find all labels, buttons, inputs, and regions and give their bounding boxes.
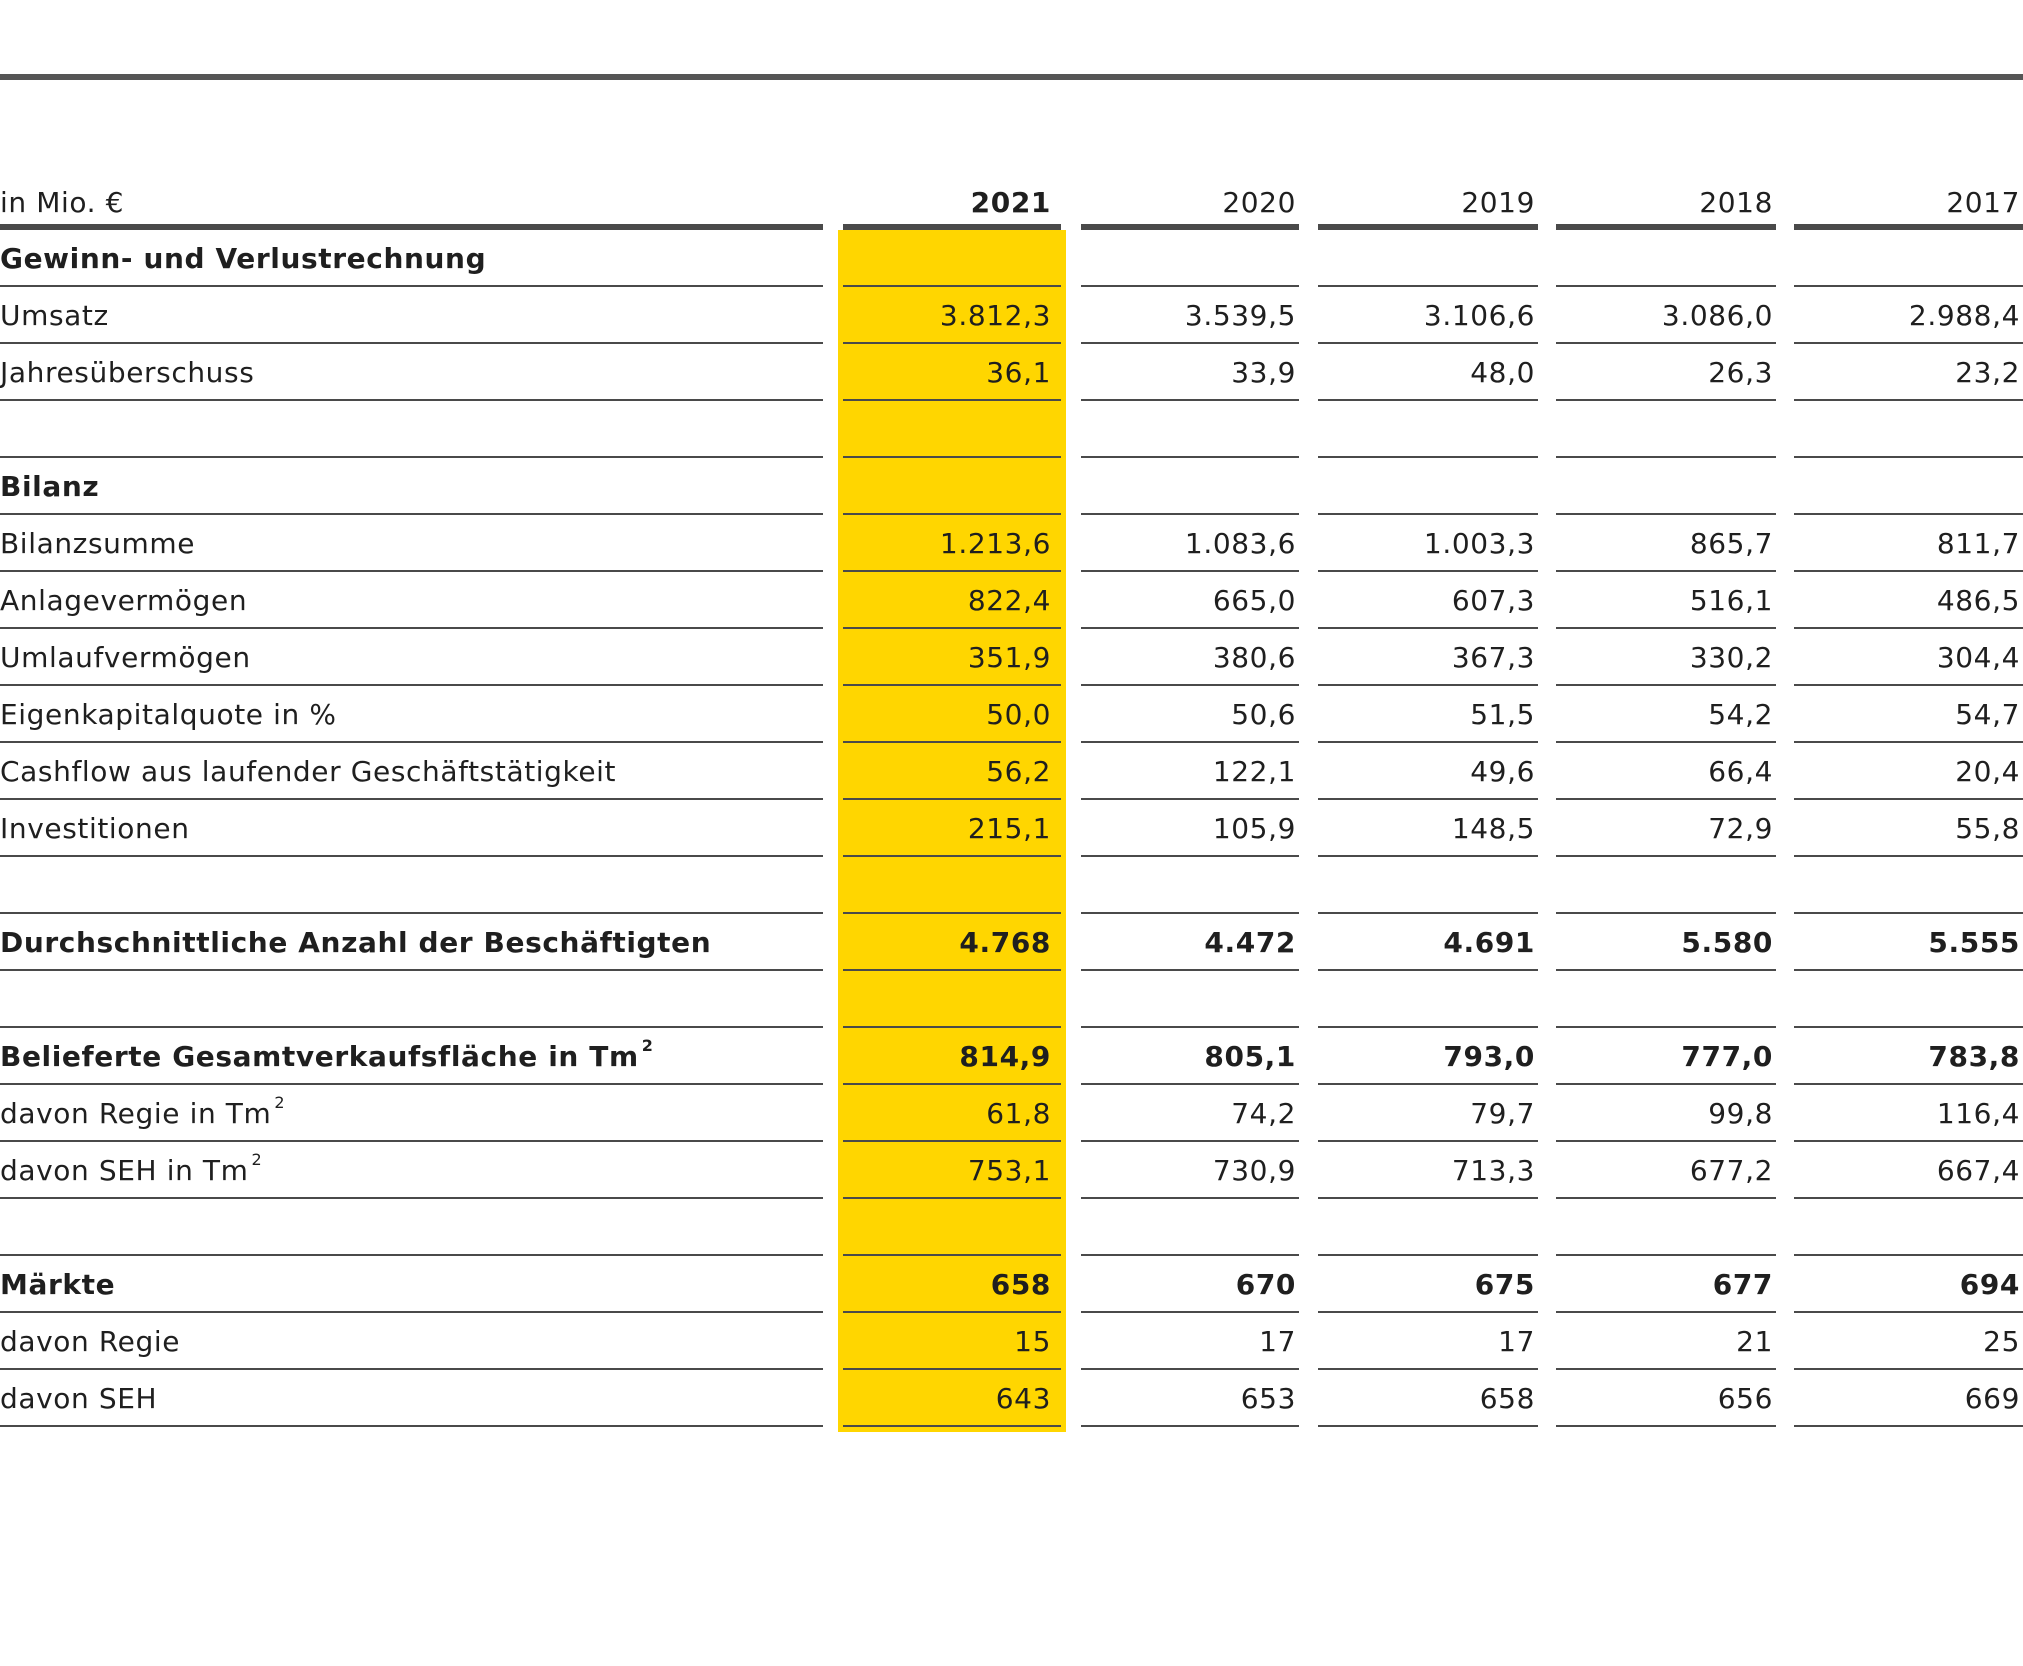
value-cell: 607,3 [1318, 572, 1538, 629]
row-label-text: Märkte [0, 1268, 116, 1301]
row-label-text: Bilanz [0, 470, 100, 503]
superscript: 2 [274, 1093, 286, 1112]
value-cell [843, 971, 1061, 1028]
value-cell: 51,5 [1318, 686, 1538, 743]
table-row [0, 914, 2023, 971]
value-cell: 665,0 [1081, 572, 1299, 629]
row-label-text: Anlagevermögen [0, 584, 248, 617]
value-cell [1556, 857, 1776, 914]
value-cell: 74,2 [1081, 1085, 1299, 1142]
value-cell [1556, 971, 1776, 1028]
row-label-text: Umsatz [0, 299, 109, 332]
row-label-text: Umlaufvermögen [0, 641, 251, 674]
value-cell: 351,9 [843, 629, 1061, 686]
table-row [0, 1313, 2023, 1370]
value-cell: 48,0 [1318, 344, 1538, 401]
row-label [0, 629, 823, 686]
value-cell [1794, 857, 2023, 914]
value-cell [843, 230, 1061, 287]
row-label [0, 401, 823, 458]
key-figures-table [0, 180, 2023, 1427]
value-cell: 56,2 [843, 743, 1061, 800]
value-cell: 72,9 [1556, 800, 1776, 857]
value-cell: 3.106,6 [1318, 287, 1538, 344]
value-cell: 694 [1794, 1256, 2023, 1313]
value-cell: 653 [1081, 1370, 1299, 1427]
value-cell: 4.472 [1081, 914, 1299, 971]
value-cell [1794, 1199, 2023, 1256]
value-cell [1081, 230, 1299, 287]
row-label-text: Eigenkapitalquote in % [0, 698, 337, 731]
row-label [0, 1028, 823, 1085]
value-cell: 1.003,3 [1318, 515, 1538, 572]
value-cell: 99,8 [1556, 1085, 1776, 1142]
year-header: 2021 [843, 180, 1061, 230]
value-cell: 777,0 [1556, 1028, 1776, 1085]
value-cell: 3.539,5 [1081, 287, 1299, 344]
value-cell [1318, 401, 1538, 458]
row-label-text: davon Regie in Tm [0, 1097, 272, 1130]
table-row [0, 1256, 2023, 1313]
row-label-text: Durchschnittliche Anzahl der Beschäftigten [0, 926, 712, 959]
row-label [0, 1256, 823, 1313]
value-cell [1794, 971, 2023, 1028]
value-cell: 3.812,3 [843, 287, 1061, 344]
value-cell: 667,4 [1794, 1142, 2023, 1199]
value-cell: 54,7 [1794, 686, 2023, 743]
value-cell: 5.580 [1556, 914, 1776, 971]
table-row [0, 1370, 2023, 1427]
superscript: 2 [641, 1036, 654, 1055]
value-cell: 783,8 [1794, 1028, 2023, 1085]
top-rule [0, 74, 2023, 80]
row-label [0, 1199, 823, 1256]
value-cell: 122,1 [1081, 743, 1299, 800]
value-cell: 4.768 [843, 914, 1061, 971]
value-cell: 17 [1081, 1313, 1299, 1370]
value-cell [1794, 458, 2023, 515]
value-cell: 23,2 [1794, 344, 2023, 401]
year-header: 2019 [1318, 180, 1538, 230]
row-label [0, 1085, 823, 1142]
value-cell [1318, 971, 1538, 1028]
value-cell: 33,9 [1081, 344, 1299, 401]
value-cell: 49,6 [1318, 743, 1538, 800]
table-row [0, 800, 2023, 857]
value-cell: 55,8 [1794, 800, 2023, 857]
section-heading-row [0, 458, 2023, 515]
value-cell: 304,4 [1794, 629, 2023, 686]
row-label [0, 914, 823, 971]
value-cell: 148,5 [1318, 800, 1538, 857]
value-cell: 116,4 [1794, 1085, 2023, 1142]
value-cell: 670 [1081, 1256, 1299, 1313]
row-label [0, 287, 823, 344]
value-cell [1318, 230, 1538, 287]
value-cell: 822,4 [843, 572, 1061, 629]
value-cell: 61,8 [843, 1085, 1061, 1142]
row-label-text: davon SEH [0, 1382, 158, 1415]
value-cell: 865,7 [1556, 515, 1776, 572]
row-label-text: Bilanzsumme [0, 527, 196, 560]
row-label [0, 857, 823, 914]
row-label [0, 743, 823, 800]
value-cell: 25 [1794, 1313, 2023, 1370]
value-cell [843, 458, 1061, 515]
table-row [0, 743, 2023, 800]
value-cell: 811,7 [1794, 515, 2023, 572]
value-cell [1081, 458, 1299, 515]
value-cell: 215,1 [843, 800, 1061, 857]
row-label-text: Investitionen [0, 812, 190, 845]
value-cell: 516,1 [1556, 572, 1776, 629]
value-cell: 669 [1794, 1370, 2023, 1427]
value-cell: 658 [843, 1256, 1061, 1313]
value-cell [843, 1199, 1061, 1256]
section-heading [0, 230, 823, 287]
table-row [0, 629, 2023, 686]
row-label [0, 1313, 823, 1370]
value-cell: 367,3 [1318, 629, 1538, 686]
value-cell: 380,6 [1081, 629, 1299, 686]
year-header: 2017 [1794, 180, 2023, 230]
value-cell [1318, 1199, 1538, 1256]
value-cell [1081, 401, 1299, 458]
value-cell: 486,5 [1794, 572, 2023, 629]
table-row [0, 515, 2023, 572]
value-cell: 5.555 [1794, 914, 2023, 971]
row-label [0, 1142, 823, 1199]
value-cell: 643 [843, 1370, 1061, 1427]
row-label [0, 971, 823, 1028]
value-cell [1794, 230, 2023, 287]
row-label [0, 686, 823, 743]
section-heading [0, 458, 823, 515]
value-cell: 730,9 [1081, 1142, 1299, 1199]
value-cell [1556, 230, 1776, 287]
value-cell: 3.086,0 [1556, 287, 1776, 344]
value-cell: 79,7 [1318, 1085, 1538, 1142]
value-cell: 658 [1318, 1370, 1538, 1427]
value-cell: 713,3 [1318, 1142, 1538, 1199]
value-cell: 1.083,6 [1081, 515, 1299, 572]
value-cell: 656 [1556, 1370, 1776, 1427]
spacer-row [0, 971, 2023, 1028]
value-cell: 793,0 [1318, 1028, 1538, 1085]
row-label-text: Gewinn- und Verlustrechnung [0, 242, 487, 275]
table-row [0, 572, 2023, 629]
spacer-row [0, 1199, 2023, 1256]
value-cell: 1.213,6 [843, 515, 1061, 572]
value-cell [1081, 857, 1299, 914]
value-cell [1556, 401, 1776, 458]
value-cell [843, 857, 1061, 914]
row-label-text: Belieferte Gesamtverkaufsfläche in Tm [0, 1040, 639, 1073]
table-row [0, 1085, 2023, 1142]
value-cell: 105,9 [1081, 800, 1299, 857]
year-header: 2018 [1556, 180, 1776, 230]
section-heading-row [0, 230, 2023, 287]
value-cell: 677,2 [1556, 1142, 1776, 1199]
row-label [0, 1370, 823, 1427]
table-row [0, 1028, 2023, 1085]
value-cell [1081, 1199, 1299, 1256]
row-label-text: Jahresüberschuss [0, 356, 255, 389]
table-body [0, 230, 2023, 1427]
value-cell [1318, 458, 1538, 515]
superscript: 2 [251, 1150, 263, 1169]
row-label [0, 515, 823, 572]
value-cell: 2.988,4 [1794, 287, 2023, 344]
row-label-text: Cashflow aus laufender Geschäftstätigkeit [0, 755, 617, 788]
value-cell [1318, 857, 1538, 914]
value-cell [1081, 971, 1299, 1028]
value-cell: 330,2 [1556, 629, 1776, 686]
year-header: 2020 [1081, 180, 1299, 230]
value-cell: 15 [843, 1313, 1061, 1370]
value-cell: 26,3 [1556, 344, 1776, 401]
value-cell: 4.691 [1318, 914, 1538, 971]
table-row [0, 686, 2023, 743]
table-header-row [0, 180, 2023, 230]
spacer-row [0, 857, 2023, 914]
value-cell [843, 401, 1061, 458]
value-cell: 677 [1556, 1256, 1776, 1313]
value-cell: 50,0 [843, 686, 1061, 743]
value-cell: 54,2 [1556, 686, 1776, 743]
value-cell: 36,1 [843, 344, 1061, 401]
value-cell: 753,1 [843, 1142, 1061, 1199]
row-label-text: davon Regie [0, 1325, 181, 1358]
value-cell: 50,6 [1081, 686, 1299, 743]
value-cell [1556, 458, 1776, 515]
row-label [0, 572, 823, 629]
row-label [0, 344, 823, 401]
table-row [0, 1142, 2023, 1199]
row-label [0, 800, 823, 857]
value-cell [1556, 1199, 1776, 1256]
value-cell: 805,1 [1081, 1028, 1299, 1085]
value-cell: 21 [1556, 1313, 1776, 1370]
value-cell: 17 [1318, 1313, 1538, 1370]
value-cell [1794, 401, 2023, 458]
unit-label: in Mio. € [0, 180, 823, 230]
value-cell: 814,9 [843, 1028, 1061, 1085]
spacer-row [0, 401, 2023, 458]
value-cell: 20,4 [1794, 743, 2023, 800]
value-cell: 66,4 [1556, 743, 1776, 800]
value-cell: 675 [1318, 1256, 1538, 1313]
table-row [0, 287, 2023, 344]
table-row [0, 344, 2023, 401]
row-label-text: davon SEH in Tm [0, 1154, 249, 1187]
